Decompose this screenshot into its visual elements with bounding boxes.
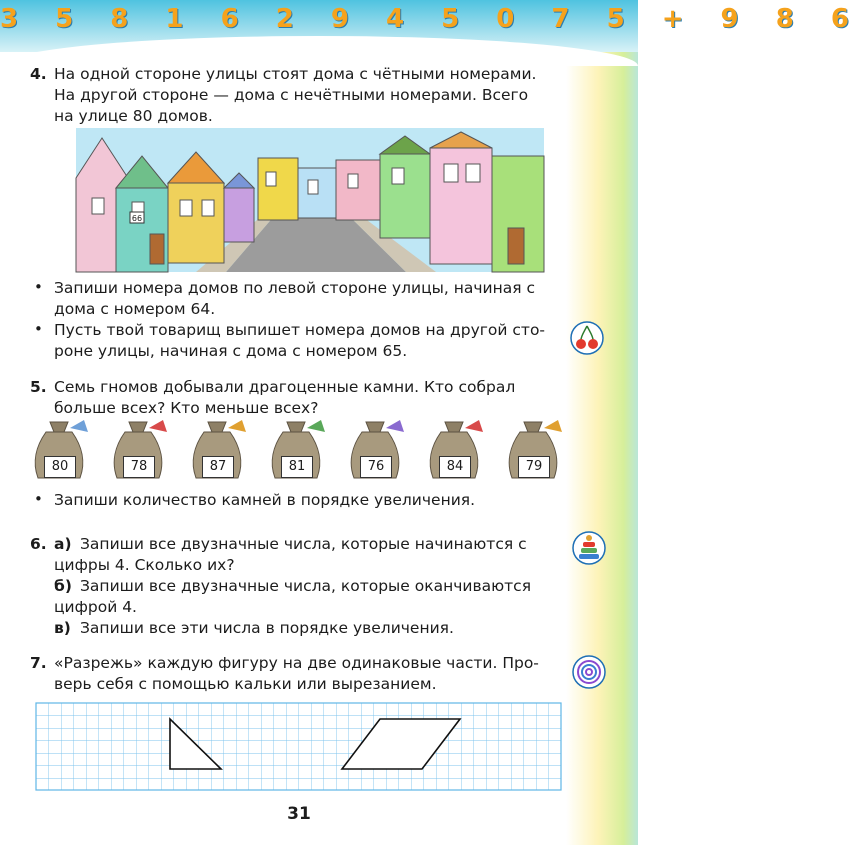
bag	[24, 418, 94, 484]
task6-c-line: Запиши все эти числа в порядке увеличения.	[80, 619, 454, 637]
bag-value: 87	[202, 456, 234, 478]
task7-line-2: верь себя с помощью кальки или вырезанием.	[54, 675, 437, 693]
bag-value: 81	[281, 456, 313, 478]
task4-line-2: На другой стороне — дома с нечётными номерами. Всего	[54, 86, 529, 104]
task6-b-line-2: цифрой 4.	[54, 598, 137, 616]
task6-a-line-2: цифры 4. Сколько их?	[54, 556, 235, 574]
task5-number: 5.	[30, 378, 47, 396]
bag	[103, 418, 173, 484]
task5-line-1: Семь гномов добывали драгоценные камни. Кто собрал	[54, 378, 516, 396]
task4-line-3: на улице 80 домов.	[54, 107, 213, 125]
task7-number: 7.	[30, 654, 47, 672]
pyramid-toy-icon	[572, 530, 606, 566]
task4-bullet2-line-2: роне улицы, начиная с дома с номером 65.	[54, 342, 408, 360]
task5-line-2: больше всех? Кто меньше всех?	[54, 399, 319, 417]
bag-value: 78	[123, 456, 155, 478]
task4-line-1: На одной стороне улицы стоят дома с чётными номерами.	[54, 65, 537, 83]
bag-value: 80	[44, 456, 76, 478]
task7-line-1: «Разрежь» каждую фигуру на две одинаковые части. Про-	[54, 654, 539, 672]
bag	[498, 418, 568, 484]
task6-c-label: в)	[54, 619, 71, 637]
banner-digits: 3 5 8 1 6 2 9 4 5 0 7 5 + 9 8 6	[0, 4, 863, 34]
task5-bullet: Запиши количество камней в порядке увеличения.	[54, 491, 476, 509]
task4-bullet1-line-2: дома с номером 64.	[54, 300, 216, 318]
grid-exercise	[36, 703, 562, 791]
task4-bullet2-line-1: Пусть твой товарищ выпишет номера домов на другой сто-	[54, 321, 546, 339]
bag	[261, 418, 331, 484]
task6-a-line-1: Запиши все двузначные числа, которые начинаются с	[80, 535, 527, 553]
bag-value: 84	[439, 456, 471, 478]
task6-a-label: а)	[54, 535, 72, 553]
bag-value: 76	[360, 456, 392, 478]
task6-number: 6.	[30, 535, 47, 553]
task6-b-label: б)	[54, 577, 72, 595]
bag	[340, 418, 410, 484]
side-decoration-strip	[566, 40, 638, 845]
task6-b-line-1: Запиши все двузначные числа, которые оканчиваются	[80, 577, 532, 595]
house-number-sign: 66	[131, 214, 143, 223]
top-banner	[0, 0, 863, 52]
street-illustration	[76, 128, 544, 272]
page-number: 31	[287, 804, 311, 824]
gnome-bags-row	[24, 418, 564, 484]
task4-number: 4.	[30, 65, 47, 83]
task4-bullet1-line-1: Запиши номера домов по левой стороне улицы, начиная с	[54, 279, 535, 297]
cherries-icon	[570, 320, 604, 356]
spiral-icon	[572, 654, 606, 690]
bag	[182, 418, 252, 484]
bag-value: 79	[518, 456, 550, 478]
bag	[419, 418, 489, 484]
